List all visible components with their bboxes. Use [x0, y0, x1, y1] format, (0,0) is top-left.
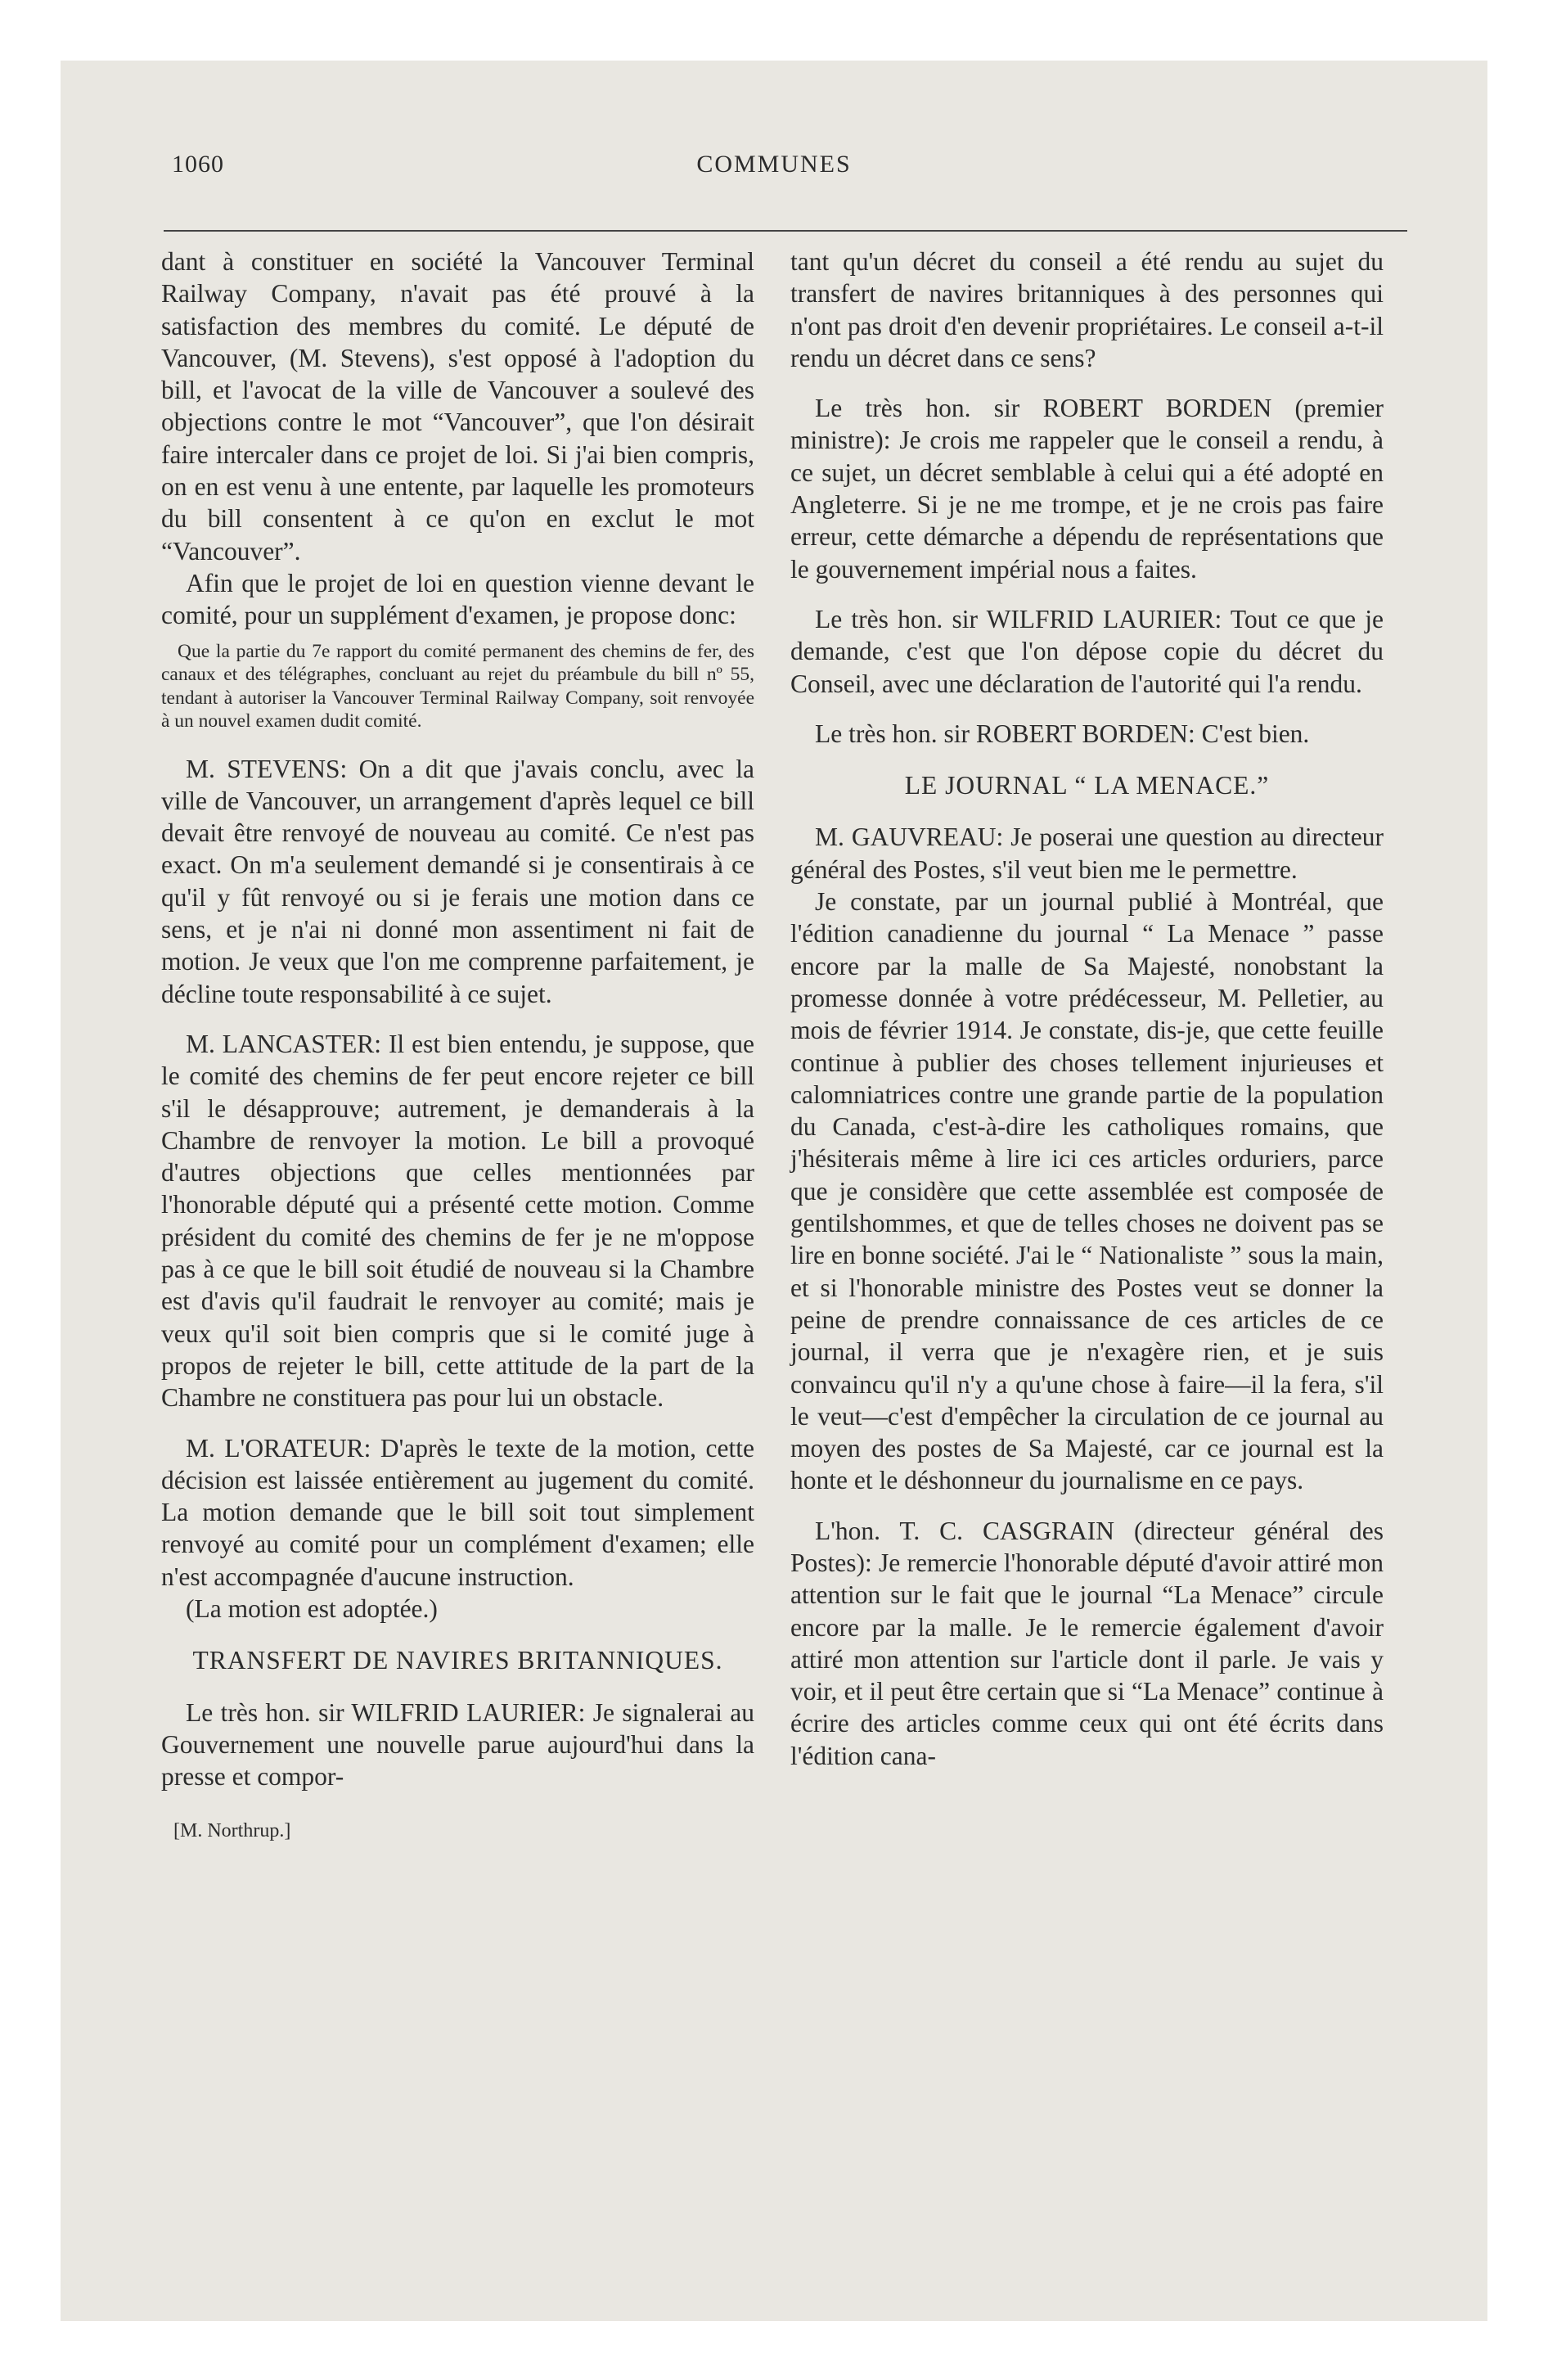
section-heading-menace: LE JOURNAL “ LA MENACE.” — [904, 771, 1270, 800]
speech-laurier-2: Le très hon. sir WILFRID LAURIER: Tout ce que je demande, c'est que l'on dépose copie du décret du Conseil, avec une déclaration de l'autorité qui l'a rendu. — [790, 604, 1384, 698]
right-column — [790, 246, 1384, 1772]
right-paragraph-1: tant qu'un décret du conseil a été rendu au sujet du transfert de navires britanniques à des personnes qui n'ont pas droit d'en devenir propriétaires. Le conseil a-t-il rendu un décret dans ce sens? — [790, 247, 1384, 372]
speech-orateur: M. L'ORATEUR: D'après le texte de la motion, cette décision est laissée entièrement au jugement du comité. La motion demande que le bill soit tout simplement renvoyé au comité pour un complément d'examen; elle n'est accompagnée d'aucune instruction. — [161, 1433, 754, 1591]
footer-speaker-note: [M. Northrup.] — [173, 1820, 291, 1842]
page-number: 1060 — [172, 151, 224, 178]
running-title: COMMUNES — [696, 151, 852, 178]
speech-stevens: M. STEVENS: On a dit que j'avais conclu, avec la ville de Vancouver, un arrangement d'après lequel ce bill devait être renvoyé de nouveau au comité. Ce n'est pas exact. On m'a seulement demandé si je consentirais à ce qu'il y fût renvoyé ou si je ferais une motion dans ce sens, et je n'ai ni donné mon assentiment ni fait de motion. Je veux que l'on me comprenne parfaitement, je décline toute responsabilité à ce sujet. — [161, 754, 754, 1008]
speech-gauvreau-cont: Je constate, par un journal publié à Montréal, que l'édition canadienne du journal “ La Menace ” passe encore par la malle de Sa Majesté, nonobstant la promesse donnée à votre prédécesseur, M. Pelletier, au mois de février 1914. Je constate, dis-je, que cette feuille continue à publier des choses tellement injurieuses et calomniatrices contre une grande partie de la population du Canada, c'est-à-dire les catholiques romains, que j'hésiterais même à lire ici ces articles orduriers, parce que je considère que cette assemblée est composée de gentilshommes, et que de telles choses ne doivent pas se lire en bonne société. J'ai le “ Nationaliste ” sous la main, et si l'honorable ministre des Postes veut se donner la peine de prendre connaissance de ces articles de ce journal, il verra que je n'exagère rien, et je suis convaincu qu'il n'y a qu'une chose à faire—il la fera, s'il le veut—c'est d'empêcher la circulation de ce journal au moyen des postes de Sa Majesté, car ce journal est la honte et le déshonneur du journalisme en ce pays. — [790, 887, 1384, 1495]
speech-casgrain: L'hon. T. C. CASGRAIN (directeur général des Postes): Je remercie l'honorable député d'avoir attiré mon attention sur le fait que le journal “La Menace” circule encore par la malle. Je le remercie également d'avoir attiré mon attention sur l'article dont il parle. Je vais y voir, et il peut être certain que si “La Menace” continue à écrire des articles comme ceux qui ont été écrits dans l'édition cana- — [790, 1516, 1384, 1770]
speech-borden-2: Le très hon. sir ROBERT BORDEN: C'est bien. — [815, 719, 1310, 748]
left-paragraph-2: Afin que le projet de loi en question vienne devant le comité, pour un supplément d'examen, je propose donc: — [161, 568, 754, 630]
left-column — [161, 246, 754, 1848]
header-rule — [164, 230, 1407, 232]
speech-lancaster: M. LANCASTER: Il est bien entendu, je suppose, que le comité des chemins de fer peut encore rejeter ce bill s'il le désapprouve; autrement, je demanderais à la Chambre de renvoyer la motion. Le bill a provoqué d'autres objections que celles mentionnées par l'honorable député qui a présenté cette motion. Comme président du comité des chemins de fer je ne m'oppose pas à ce que le bill soit étudié de nouveau si la Chambre est d'avis qu'il faudrait le renvoyer au comité; mais je veux qu'il soit bien compris que si le comité juge à propos de rejeter le bill, cette attitude de la part de la Chambre ne constituera pas pour lui un obstacle. — [161, 1029, 754, 1413]
speech-borden-1: Le très hon. sir ROBERT BORDEN (premier ministre): Je crois me rappeler que le conseil a rendu, à ce sujet, un décret semblable à celui qui a été adopté en Angleterre. Si je ne me trompe, et je ne crois pas faire erreur, cette démarche a dépendu de représentations que le gouvernement impérial nous a faites. — [790, 394, 1384, 584]
speech-gauvreau: M. GAUVREAU: Je poserai une question au directeur général des Postes, s'il veut bien me le permettre. — [790, 823, 1384, 884]
motion-adopted: (La motion est adoptée.) — [186, 1593, 438, 1623]
section-heading-transfert: TRANSFERT DE NAVIRES BRITANNIQUES. — [192, 1646, 723, 1675]
motion-text: Que la partie du 7e rapport du comité permanent des chemins de fer, des canaux et des télégraphes, concluant au rejet du préambule du bill nº 55, tendant à autoriser la Vancouver Terminal Railway Company, soit renvoyée à un nouvel examen dudit comité. — [161, 640, 754, 732]
left-paragraph-1: dant à constituer en société la Vancouver Terminal Railway Company, n'avait pas été prouvé à la satisfaction des membres du comité. Le député de Vancouver, (M. Stevens), s'est opposé à l'adoption du bill, et l'avocat de la ville de Vancouver a soulevé des objections contre le mot “Vancouver”, que l'on désirait faire intercaler dans ce projet de loi. Si j'ai bien compris, on en est venu à une entente, par laquelle les promoteurs du bill consentent à ce qu'on en exclut le mot “Vancouver”. — [161, 247, 754, 566]
speech-laurier: Le très hon. sir WILFRID LAURIER: Je signalerai au Gouvernement une nouvelle parue aujourd'hui dans la presse et compor- — [161, 1697, 754, 1792]
